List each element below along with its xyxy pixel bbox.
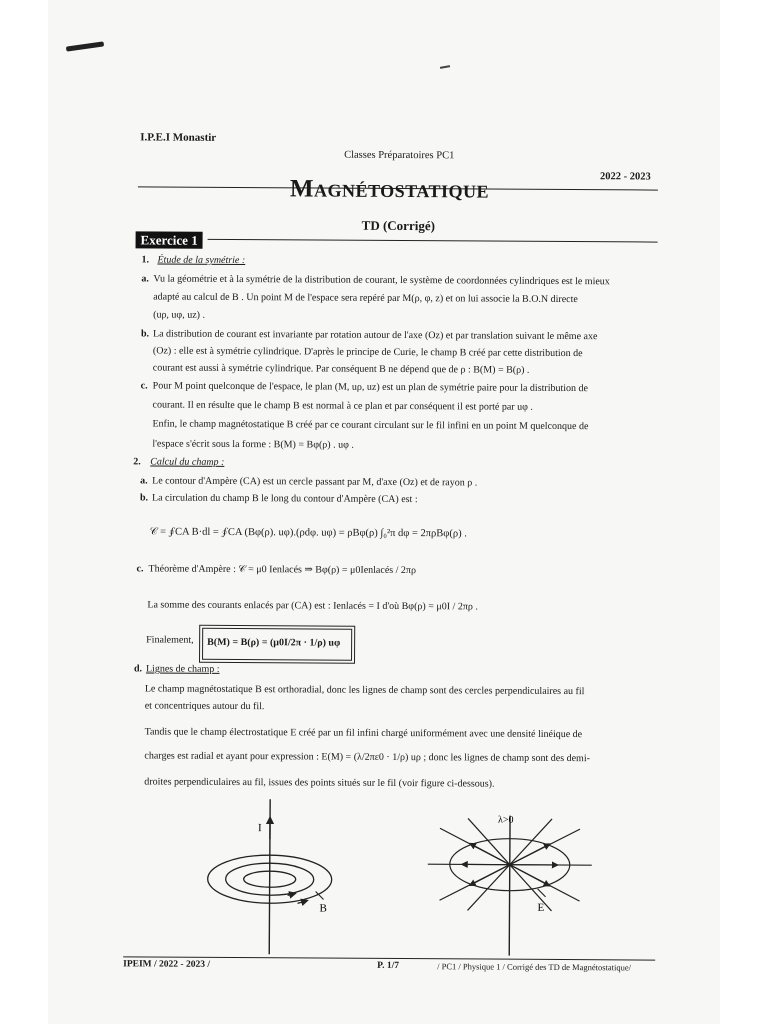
section-2-title: Calcul du champ :: [150, 456, 224, 468]
charged-wire-line: [509, 816, 510, 956]
final-label: Finalement,: [146, 634, 194, 646]
item-c-line-1: Pour M point quelconque de l'espace, le plan (M, uρ, uz) est un plan de symétrie paire pour la distribution de: [153, 380, 588, 395]
item-a-marker: a.: [141, 273, 149, 285]
electric-field-figure: [427, 815, 592, 956]
b-field-label: B: [319, 903, 326, 915]
item-c-line-4: l'espace s'écrit sous la forme : B(M) = Bφ(ρ) . uφ .: [152, 438, 354, 451]
classes-label: Classes Préparatoires PC1: [344, 150, 454, 162]
e-field-label: E: [537, 902, 544, 914]
item-a-line-1: Vu la géométrie et à la symétrie de la distribution de courant, le système de coordonnées cylindriques est le mieux: [153, 273, 610, 288]
section-2-number: 2.: [133, 456, 141, 468]
item-2d-marker: d.: [134, 663, 142, 675]
current-label: I: [258, 822, 262, 834]
field-lines-line-3: Tandis que le champ électrostatique E créé par un fil infini chargé uniformément avec une densité linéique de: [145, 726, 583, 741]
footer-right: / PC1 / Physique 1 / Corrigé des TD de Magnétostatique/: [437, 961, 631, 972]
field-lines-line-1: Le champ magnétostatique B est orthoradial, donc les lignes de champ sont des cercles perpendiculaires au fil: [145, 683, 585, 698]
item-2a-marker: a.: [140, 475, 148, 487]
school-year: 2022 - 2023: [600, 171, 651, 182]
footer-left: IPEIM / 2022 - 2023 /: [123, 959, 210, 970]
item-c-marker: c.: [141, 380, 148, 392]
item-a-line-2: adapté au calcul de B . Un point M de l'espace sera repéré par M(ρ, φ, z) et on lui associe la B.O.N directe: [153, 291, 578, 306]
field-lines-line-5: droites perpendiculaires au fil, issues des points situés sur le fil (voir figure ci-dessous).: [144, 776, 494, 790]
charge-label: λ>0: [498, 815, 514, 826]
item-b-line-1: La distribution de courant est invariante par rotation autour de l'axe (Oz) et par translation suivant le même axe: [153, 328, 597, 343]
item-b-line-3: courant est aussi à symétrie cylindrique. Par conséquent B ne dépend que de ρ : B(M) = B(ρ) .: [153, 362, 530, 376]
final-equation: B(M) = B(ρ) = (μ0I/2π · 1/ρ) uφ: [207, 637, 340, 650]
section-1-title: Étude de la symétrie :: [157, 255, 245, 268]
circulation-equation: 𝒞 = ∮CA B·dl = ∮CA (Bφ(ρ). uφ).(ρdφ. uφ) = ρBφ(ρ) ∫₀²π dφ = 2πρBφ(ρ) .: [150, 526, 467, 540]
item-2b-marker: b.: [140, 492, 148, 504]
section-1-number: 1.: [141, 254, 149, 266]
field-lines-line-2: et concentriques autour du fil.: [145, 700, 265, 713]
field-lines-line-4: charges est radial et ayant pour expression : E(M) = (λ/2πε0 · 1/ρ) uρ ; donc les lignes de champ sont des demi-: [144, 750, 590, 765]
item-c-line-2: courant. Il en résulte que le champ B est normal à ce plan et par conséquent il est porté par uφ .: [153, 399, 533, 413]
institution: I.P.E.I Monastir: [140, 131, 216, 143]
item-2a-text: Le contour d'Ampère (CA) est un cercle passant par M, d'axe (Oz) et de rayon ρ .: [152, 475, 477, 489]
item-2b-text: La circulation du champ B le long du contour d'Ampère (CA) est :: [152, 492, 418, 506]
item-c-line-3: Enfin, le champ magnétostatique B créé par ce courant circulant sur le fil infini en un point M quelconque de: [152, 418, 588, 433]
page-subtitle: TD (Corrigé): [362, 218, 435, 234]
item-2c-marker: c.: [137, 563, 144, 575]
page-title: Magnétostatique: [290, 175, 489, 204]
footer-page: P. 1/7: [377, 961, 399, 971]
item-b-marker: b.: [141, 328, 149, 340]
item-b-line-2: (Oz) : elle est à symétrie cylindrique. D'après le principe de Curie, le champ B créé par cette distribution de: [153, 345, 583, 360]
exercise-badge: Exercice 1: [136, 231, 203, 248]
ampere-theorem: Théorème d'Ampère : 𝒞 = μ0 Ienlacés ⇒ Bφ(ρ) = μ0Ienlacés / 2πρ: [149, 563, 416, 577]
item-a-line-3: (uρ, uφ, uz) .: [153, 309, 205, 321]
magnetic-field-figure: [207, 799, 332, 955]
enlaced-currents: La somme des courants enlacés par (CA) est : Ienlacés = I d'où Bφ(ρ) = μ0I / 2πρ .: [147, 599, 478, 613]
field-lines-title: Lignes de champ :: [146, 663, 220, 675]
